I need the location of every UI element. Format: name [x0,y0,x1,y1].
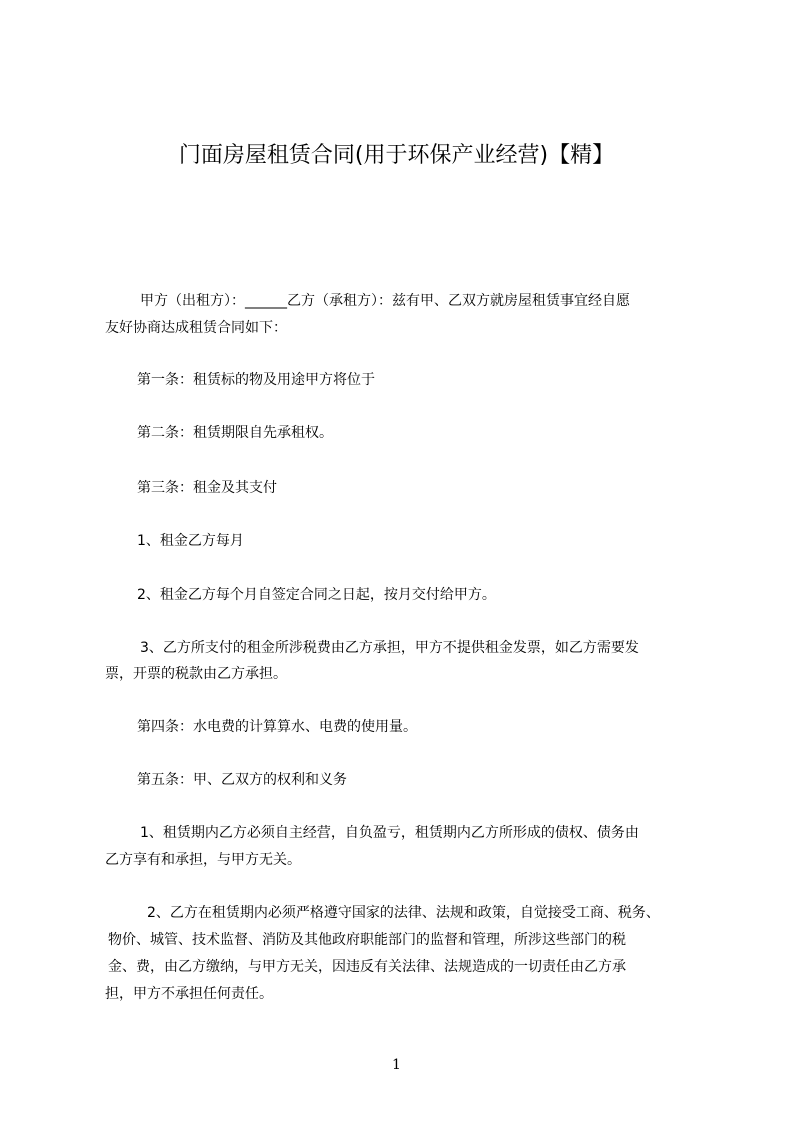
article-5: 第五条：甲、乙双方的权利和义务 [137,772,347,788]
paragraph-parties-line-1: 甲方（出租方）：______乙方（承租方）：兹有甲、乙双方就房屋租赁事宜经自愿 [140,293,630,309]
article-4: 第四条：水电费的计算算水、电费的使用量。 [137,719,417,735]
article-5-item-2-line-3: 金、费，由乙方缴纳，与甲方无关，因违反有关法律、法规造成的一切责任由乙方承 [108,959,626,975]
document-title: 门面房屋租赁合同(用于环保产业经营)【精】 [178,143,615,168]
article-3-item-1: 1、租金乙方每月 [137,533,244,549]
article-5-item-1-line-1: 1、租赁期内乙方必须自主经营，自负盈亏，租赁期内乙方所形成的债权、债务由 [140,825,639,841]
article-5-item-2-line-4: 担，甲方不承担任何责任。 [105,986,273,1002]
article-5-item-2-line-1: 2、乙方在租赁期内必须严格遵守国家的法律、法规和政策，自觉接受工商、税务、 [147,905,660,921]
article-1: 第一条：租赁标的物及用途甲方将位于 [137,372,375,388]
article-3-item-3-line-2: 票，开票的税款由乙方承担。 [105,666,287,682]
page-number: 1 [392,1057,401,1073]
paragraph-parties-line-2: 友好协商达成租赁合同如下： [105,320,287,336]
article-3-item-2: 2、租金乙方每个月自签定合同之日起，按月交付给甲方。 [137,587,496,603]
article-3-item-3-line-1: 3、乙方所支付的租金所涉税费由乙方承担，甲方不提供租金发票，如乙方需要发 [140,640,639,656]
article-3: 第三条：租金及其支付 [137,480,277,496]
article-2: 第二条：租赁期限自先承租权。 [137,425,333,441]
article-5-item-1-line-2: 乙方享有和承担，与甲方无关。 [105,852,301,868]
article-5-item-2-line-2: 物价、城管、技术监督、消防及其他政府职能部门的监督和管理，所涉这些部门的税 [108,932,626,948]
